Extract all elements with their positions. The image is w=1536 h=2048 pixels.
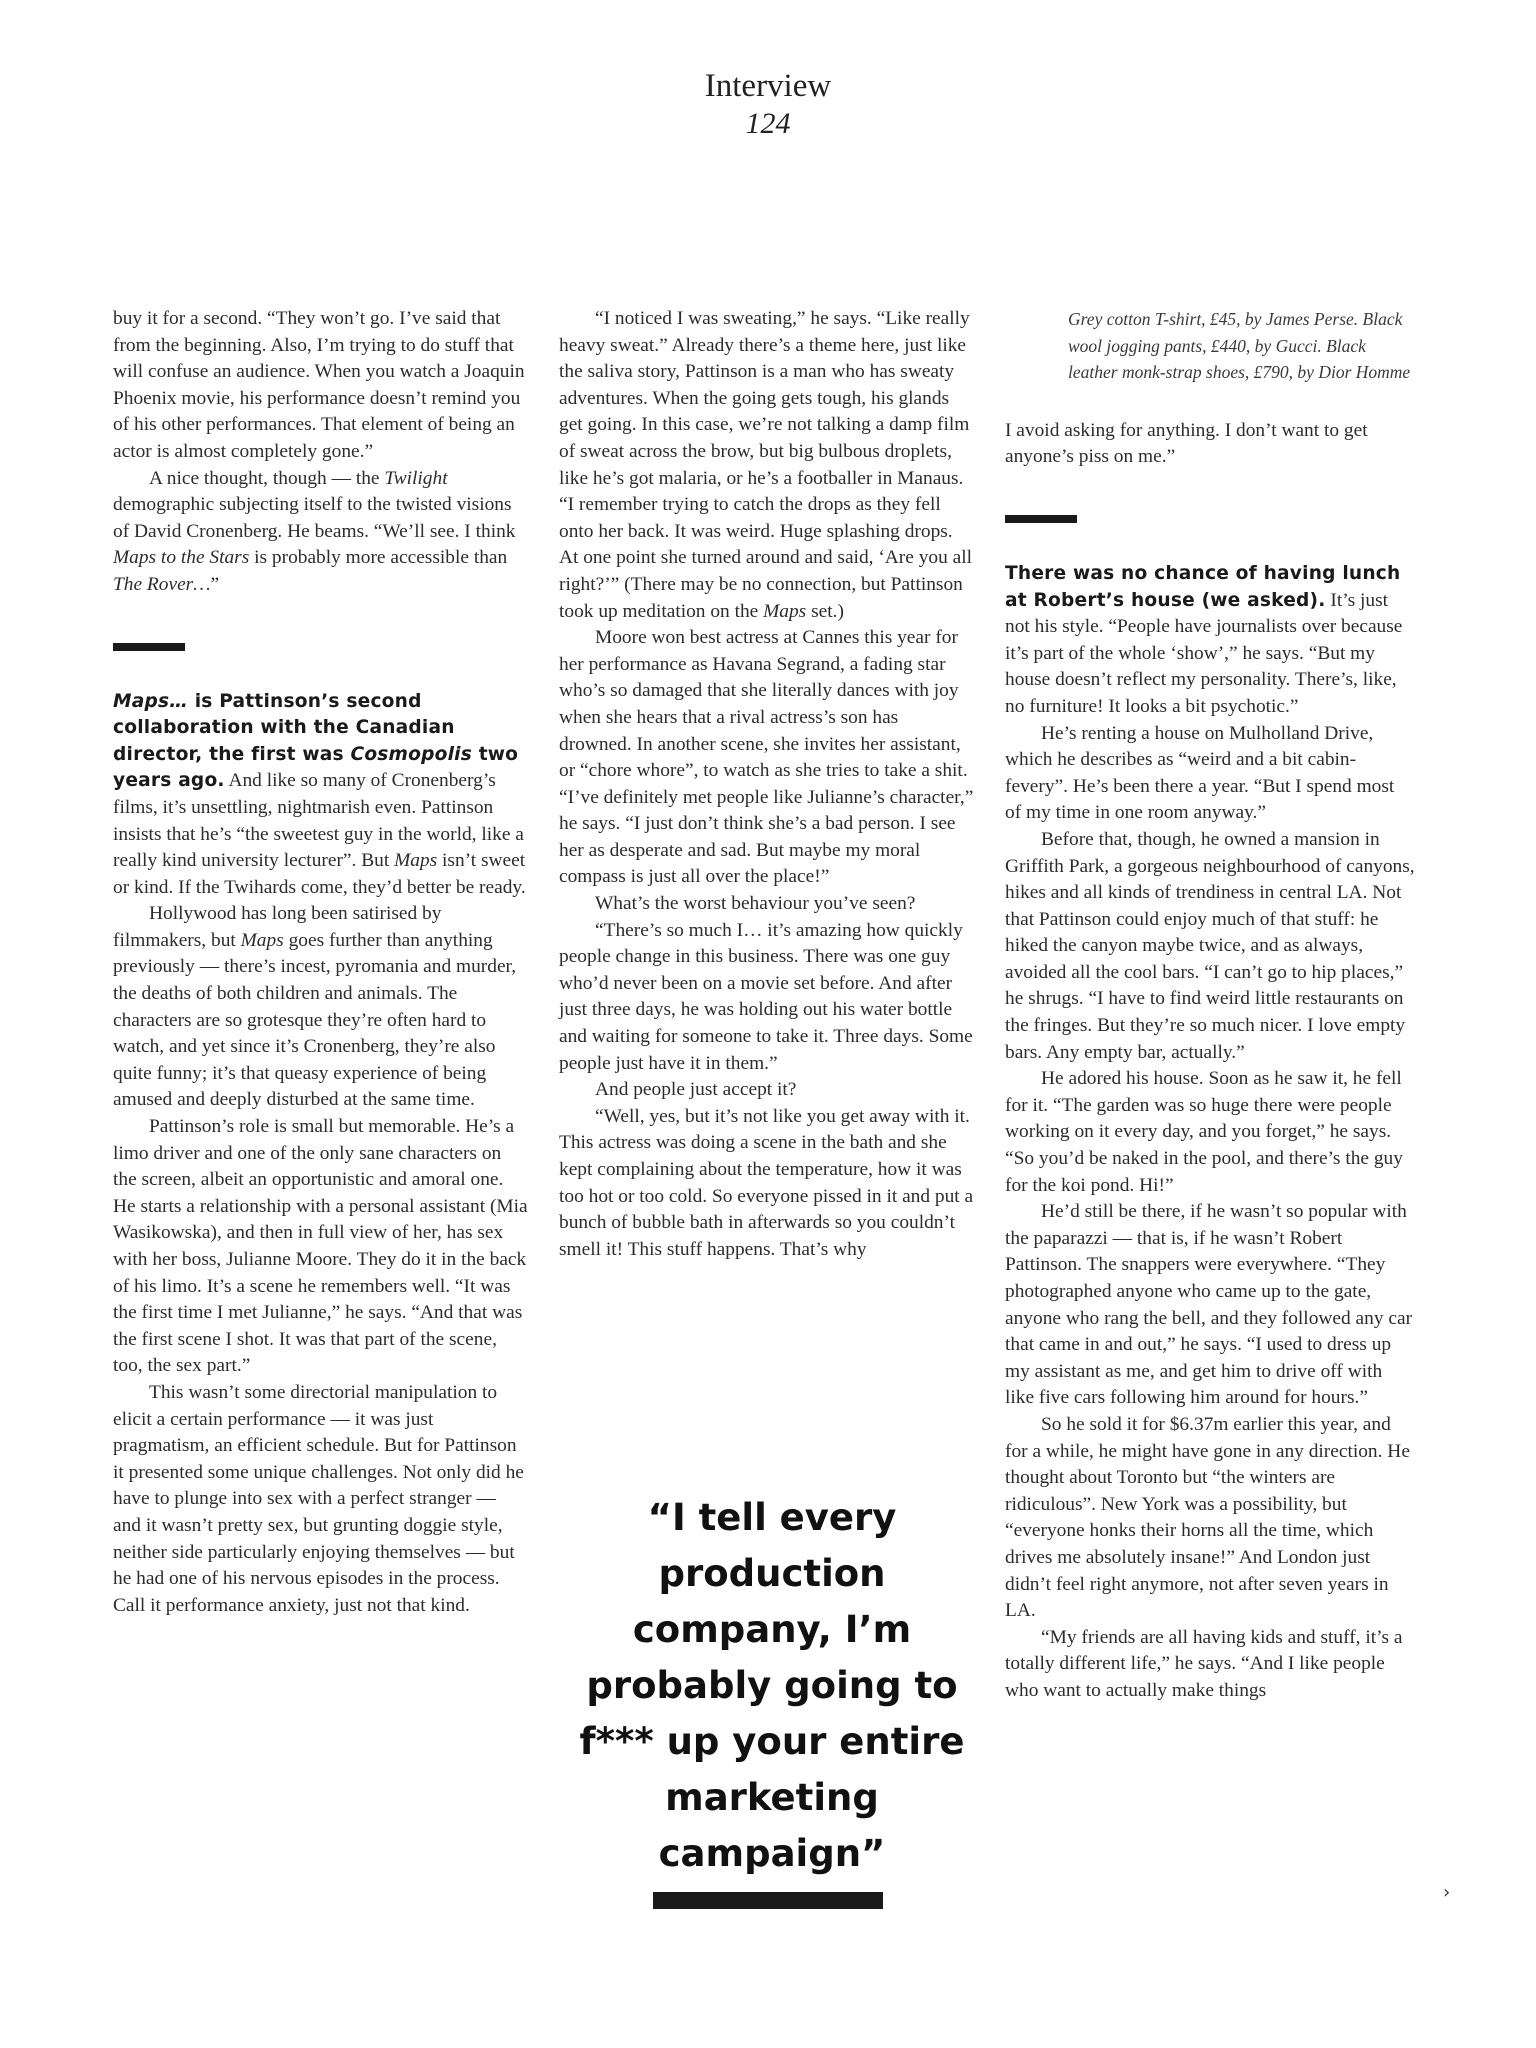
- paragraph: Moore won best actress at Cannes this year for her performance as Havana Segrand, a fading star who’s so damaged that she literally dances with joy when she hears that a rival actress’s son has drowned. In another scene, she invites her assistant, or “chore whore”, to watch as she tries to take a shit. “I’ve definitely met people like Julianne’s character,” he says. “I just don’t think she’s a bad person. I see her as desperate and sad. But maybe my moral compass is just all over the place!”: [559, 627, 974, 888]
- paragraph: So he sold it for $6.37m earlier this year, and for a while, he might have gone in any direction. He thought about Toronto but “the winters are ridiculous”. New York was a possibility, but “everyone honks their horns all the time, which drives me absolutely insane!” And London just didn’t feel right anymore, not after seven years in LA.: [1005, 1413, 1410, 1622]
- photo-credit: Grey cotton T-shirt, £45, by James Perse. Black wool jogging pants, £440, by Gucci. Black leather monk-strap shoes, £790, by Dior Homme: [1068, 309, 1411, 383]
- text-run: Hollywood has long been satirised by filmmakers, but: [113, 903, 442, 951]
- column-1: [113, 306, 528, 1619]
- pull-quote: “I tell every production company, I’m probably going to f*** up your entire marketing campaign”: [579, 1496, 965, 1875]
- paragraph: Before that, though, he owned a mansion in Griffith Park, a gorgeous neighbourhood of canyons, hikes and all kinds of trendiness in central LA. Not that Pattinson could enjoy much of that stuff: he hiked the canyon maybe twice, and as always, avoided all the cool bars. “I can’t go to hip places,” he shrugs. “I have to find weird little restaurants on the fringes. But they’re so much nicer. I love empty bars. Any empty bar, actually.”: [1005, 828, 1415, 1063]
- text-run: goes further than anything previously — there’s incest, pyromania and murder, the deaths of both children and animals. The characters are so grotesque they’re often hard to watch, and yet since it’s Cronenberg, they’re also quite funny; it’s that queasy experience of being amused and deeply disturbed at the same time.: [113, 929, 517, 1111]
- italic-title: The Rover…: [113, 573, 211, 595]
- paragraph: What’s the worst behaviour you’ve seen?: [595, 893, 916, 915]
- paragraph: [113, 466, 528, 599]
- lead-text: is Pattinson’s second collaboration with the Canadian director, the first was: [113, 690, 455, 765]
- text-run: And like so many of Cronenberg’s films, it’s unsettling, nightmarish even. Pattinson insists that he’s “the sweetest guy in the world, like a really kind university lecturer”. But: [113, 770, 524, 872]
- paragraph: He’s renting a house on Mulholland Drive, which he describes as “weird and a bit cabin-fevery”. He’s been there a year. “But I spend most of my time in one room anyway.”: [1005, 722, 1395, 824]
- text-run: is probably more accessible than: [249, 547, 508, 569]
- paragraph: [559, 306, 974, 625]
- italic-title: Maps to the Stars: [113, 547, 250, 569]
- section-divider: [1005, 515, 1077, 523]
- pull-quote-rule: [653, 1892, 883, 1909]
- text-run: demographic subjecting itself to the twisted visions of David Cronenberg. He beams. “We’ll see. I think: [113, 494, 516, 542]
- paragraph: buy it for a second. “They won’t go. I’ve said that from the beginning. Also, I’m trying to do stuff that will confuse an audience. When you watch a Joaquin Phoenix movie, his performance doesn’t remind you of his other performances. That element of being an actor is almost completely gone.”: [113, 308, 525, 462]
- paragraph: [113, 689, 528, 902]
- paragraph: “My friends are all having kids and stuff, it’s a totally different life,” he says. “And I like people who want to actually make things: [1005, 1626, 1403, 1701]
- text-run: isn’t sweet or kind. If the Twihards come, they’d better be ready.: [113, 850, 526, 898]
- paragraph: And people just accept it?: [595, 1079, 797, 1101]
- lead-text: two years ago.: [113, 743, 519, 792]
- text-run: set.): [806, 600, 844, 622]
- page-header: [0, 66, 1536, 142]
- lead-italic: Maps…: [113, 690, 189, 712]
- italic-title: Twilight: [384, 467, 448, 489]
- paragraph: Pattinson’s role is small but memorable. He’s a limo driver and one of the only sane characters on the screen, albeit an opportunistic and amoral one. He starts a relationship with a personal assistant (Mia Wasikowska), and then in full view of her, has sex with her boss, Julianne Moore. They do it in the back of his limo. It’s a scene he remembers well. “It was the first time I met Julianne,” he says. “And that was the first scene I shot. It was that part of the scene, too, the sex part.”: [113, 1116, 528, 1377]
- paragraph: [1005, 561, 1415, 721]
- lead-in: There was no chance of having lunch at Robert’s house (we asked).: [1005, 562, 1401, 611]
- next-page-chevron-icon[interactable]: ›: [1443, 1882, 1451, 1903]
- column-3: [1005, 306, 1415, 1705]
- paragraph: “Well, yes, but it’s not like you get away with it. This actress was doing a scene in the bath and she kept complaining about the temperature, how it was too hot or too cold. So everyone pissed in it and put a bunch of bubble bath in afterwards so you couldn’t smell it! This stuff happens. That’s why: [559, 1105, 974, 1260]
- italic-title: Maps: [763, 600, 807, 622]
- text-run: It’s just not his style. “People have journalists over because it’s part of the whole ‘show’,” he says. “But my house doesn’t reflect my personality. There’s, like, no furniture! It looks a bit psychotic.”: [1005, 589, 1403, 717]
- paragraph: He adored his house. Soon as he saw it, he fell for it. “The garden was so huge there were people working on it every day, and you forget,” he says. “So you’d be naked in the pool, and there’s the guy for the koi pond. Hi!”: [1005, 1068, 1403, 1196]
- page-number: 124: [745, 107, 791, 140]
- paragraph: I avoid asking for anything. I don’t want to get anyone’s piss on me.”: [1005, 419, 1368, 468]
- paragraph: This wasn’t some directorial manipulation to elicit a certain performance — it was just pragmatism, an efficient schedule. But for Pattinson it presented some unique challenges. Not only did he have to plunge into sex with a perfect stranger — and it wasn’t pretty sex, but grunting doggie style, neither side particularly enjoying themselves — but he had one of his nervous episodes in the process. Call it performance anxiety, just not that kind.: [113, 1381, 524, 1616]
- text-run: “I noticed I was sweating,” he says. “Like really heavy sweat.” Already there’s a theme here, just like the saliva story, Pattinson is a man who has sweaty adventures. When the going gets tough, his glands get going. In this case, we’re not talking a damp film of sweat across the brow, but big bulbous droplets, like he’s got malaria, or he’s a footballer in Manaus. “I remember trying to catch the drops as they fell onto her back. It was weird. Huge splashing drops. At one point she turned around and said, ‘Are you all right?’” (There may be no connection, but Pattinson took up meditation on the: [559, 308, 973, 622]
- lead-italic: Cosmopolis: [350, 743, 473, 765]
- italic-title: Maps: [240, 929, 284, 951]
- section-title: Interview: [704, 68, 832, 104]
- text-run: ”: [210, 573, 220, 595]
- text-run: A nice thought, though — the: [149, 467, 385, 489]
- paragraph: “There’s so much I… it’s amazing how quickly people change in this business. There was one guy who’d never been on a movie set before. And after just three days, he was holding out his water bottle and waiting for someone to take it. Three days. Some people just have it in them.”: [559, 919, 973, 1074]
- section-divider: [113, 643, 185, 651]
- italic-title: Maps: [394, 850, 438, 872]
- paragraph: [113, 901, 528, 1114]
- column-2: [559, 306, 974, 1263]
- paragraph: He’d still be there, if he wasn’t so popular with the paparazzi — that is, if he wasn’t Robert Pattinson. The snappers were everywhere. “They photographed anyone who came up to the gate, anyone who rang the bell, and they followed any car that came in and out,” he says. “I used to dress up my assistant as me, and get him to drive off with like five cars following him around for hours.”: [1005, 1201, 1413, 1409]
